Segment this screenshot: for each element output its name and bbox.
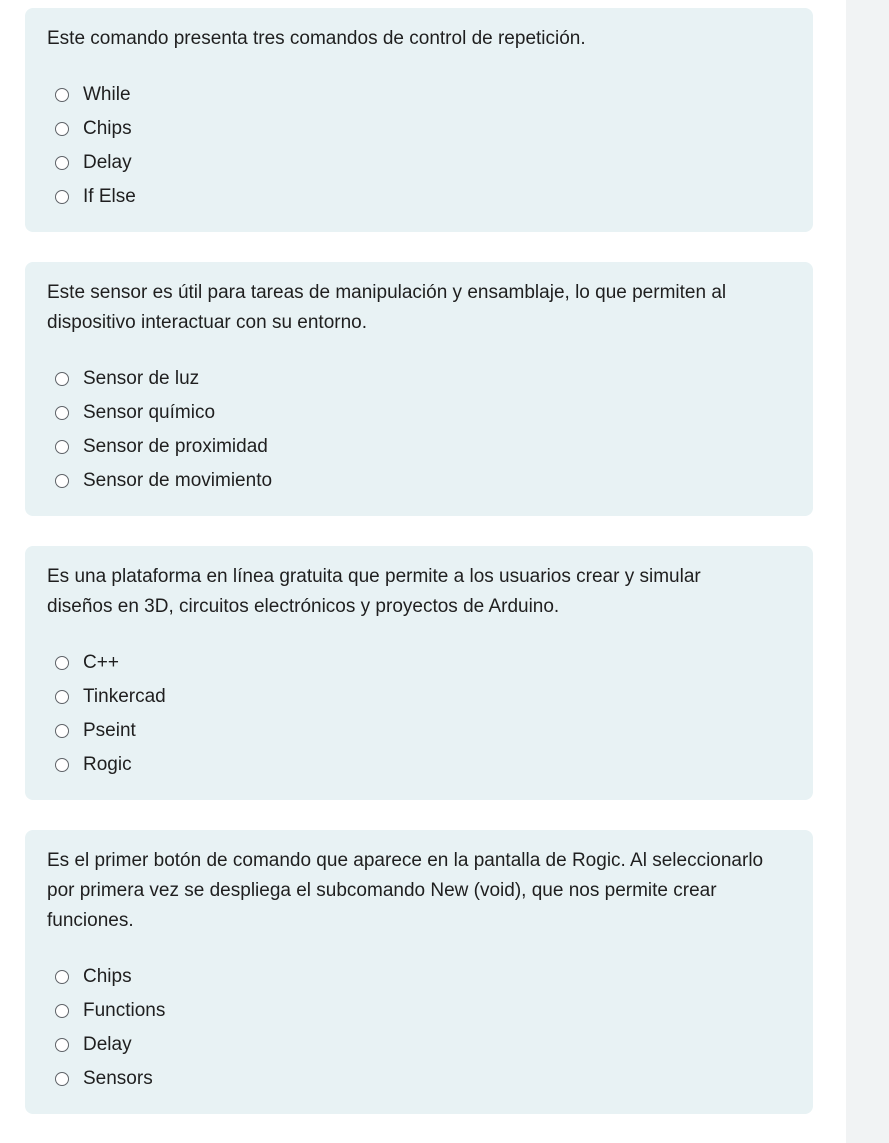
radio-circle-icon[interactable] — [55, 656, 69, 670]
option-label: Sensor químico — [83, 402, 216, 423]
option-sensor-quimico[interactable] — [47, 396, 791, 430]
radio-circle-icon[interactable] — [55, 406, 69, 420]
option-sensors[interactable] — [47, 1062, 791, 1096]
quiz-container — [25, 8, 813, 1114]
radio-circle-icon[interactable] — [55, 690, 69, 704]
option-pseint[interactable] — [47, 714, 791, 748]
options-list — [47, 646, 791, 782]
radio-circle-icon[interactable] — [55, 724, 69, 738]
radio-circle-icon[interactable] — [55, 156, 69, 170]
radio-circle-icon[interactable] — [55, 1072, 69, 1086]
option-delay[interactable] — [47, 146, 791, 180]
options-list — [47, 78, 791, 214]
question-card-2 — [25, 262, 813, 516]
option-label: Chips — [83, 118, 132, 139]
option-chips[interactable] — [47, 112, 791, 146]
option-tinkercad[interactable] — [47, 680, 791, 714]
option-label: Pseint — [83, 720, 136, 741]
option-rogic[interactable] — [47, 748, 791, 782]
option-label: Delay — [83, 1034, 132, 1055]
radio-circle-icon[interactable] — [55, 440, 69, 454]
option-if-else[interactable] — [47, 180, 791, 214]
option-label: Chips — [83, 966, 132, 987]
radio-circle-icon[interactable] — [55, 88, 69, 102]
question-card-1 — [25, 8, 813, 232]
option-functions[interactable] — [47, 994, 791, 1028]
question-card-3 — [25, 546, 813, 800]
option-label: Rogic — [83, 754, 132, 775]
radio-circle-icon[interactable] — [55, 122, 69, 136]
options-list — [47, 960, 791, 1096]
option-delay[interactable] — [47, 1028, 791, 1062]
radio-circle-icon[interactable] — [55, 1038, 69, 1052]
radio-circle-icon[interactable] — [55, 190, 69, 204]
option-label: Sensor de movimiento — [83, 470, 273, 491]
option-label: Functions — [83, 1000, 166, 1021]
option-sensor-de-proximidad[interactable] — [47, 430, 791, 464]
option-label: If Else — [83, 186, 136, 207]
option-label: Sensor de proximidad — [83, 436, 268, 457]
option-while[interactable] — [47, 78, 791, 112]
question-text: Es una plataforma en línea gratuita que permite a los usuarios crear y simular diseños en 3D, circuitos electrónicos y proyectos de Arduino. — [47, 566, 701, 617]
option-label: Sensors — [83, 1068, 153, 1089]
radio-circle-icon[interactable] — [55, 1004, 69, 1018]
option-label: Tinkercad — [83, 686, 166, 707]
question-text: Este comando presenta tres comandos de control de repetición. — [47, 28, 586, 49]
question-text: Es el primer botón de comando que aparece en la pantalla de Rogic. Al seleccionarlo por primera vez se despliega el subcomando New (void), que nos permite crear funciones. — [47, 850, 764, 931]
radio-circle-icon[interactable] — [55, 372, 69, 386]
question-text: Este sensor es útil para tareas de manipulación y ensamblaje, lo que permiten al dispositivo interactuar con su entorno. — [47, 282, 727, 333]
radio-circle-icon[interactable] — [55, 758, 69, 772]
option-label: C++ — [83, 652, 119, 673]
question-card-4 — [25, 830, 813, 1114]
option-label: While — [83, 84, 131, 105]
option-sensor-de-luz[interactable] — [47, 362, 791, 396]
option-sensor-de-movimiento[interactable] — [47, 464, 791, 498]
radio-circle-icon[interactable] — [55, 474, 69, 488]
options-list — [47, 362, 791, 498]
option-cpp[interactable] — [47, 646, 791, 680]
option-label: Delay — [83, 152, 132, 173]
option-chips[interactable] — [47, 960, 791, 994]
side-panel — [846, 0, 889, 1143]
option-label: Sensor de luz — [83, 368, 200, 389]
radio-circle-icon[interactable] — [55, 970, 69, 984]
